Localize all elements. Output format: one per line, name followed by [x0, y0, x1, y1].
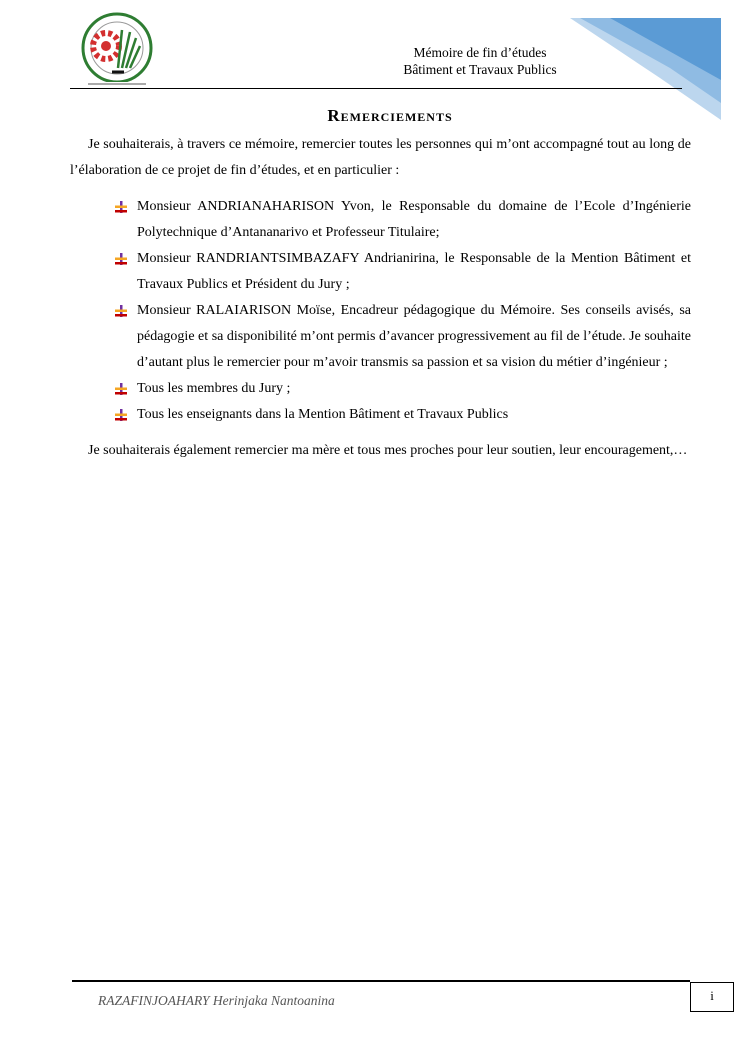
header-line-2: Bâtiment et Travaux Publics: [403, 62, 557, 77]
acknowledgements-body: [70, 132, 691, 464]
school-logo-icon: [78, 10, 156, 90]
footer-divider: [72, 980, 690, 982]
list-item: Tous les enseignants dans la Mention Bâtiment et Travaux Publics: [137, 402, 691, 428]
bullet-cross-icon: [115, 253, 127, 265]
bullet-cross-icon: [115, 383, 127, 395]
list-item: Monsieur ANDRIANAHARISON Yvon, le Responsable du domaine de l’Ecole d’Ingénierie Polytechnique d’Antananarivo et Professeur Titulaire;: [137, 194, 691, 246]
list-item: Monsieur RANDRIANTSIMBAZAFY Andrianirina, le Responsable de la Mention Bâtiment et Travaux Publics et Président du Jury ;: [137, 246, 691, 298]
footer-author: RAZAFINJOAHARY Herinjaka Nantoanina: [98, 993, 335, 1008]
header-line-1: Mémoire de fin d’études: [413, 45, 547, 60]
bullet-cross-icon: [115, 409, 127, 421]
acknowledgements-list: [70, 194, 691, 428]
list-item: Monsieur RALAIARISON Moïse, Encadreur pédagogique du Mémoire. Ses conseils avisés, sa pédagogie et sa disponibilité m’ont permis d’avancer progressivement au fil de l’étude. Je souhaite d’autant plus le remercier pour m’avoir transmis sa passion et sa vision du métier d’ingénieur ;: [137, 298, 691, 376]
page-number: i: [690, 982, 734, 1012]
intro-paragraph: Je souhaiterais, à travers ce mémoire, remercier toutes les personnes qui m’ont accompagné tout au long de l’élaboration de ce projet de fin d’études, et en particulier :: [70, 137, 691, 178]
bullet-cross-icon: [115, 305, 127, 317]
header-divider: [70, 88, 682, 89]
list-item: Tous les membres du Jury ;: [137, 376, 691, 402]
closing-paragraph: Je souhaiterais également remercier ma mère et tous mes proches pour leur soutien, leur encouragement,…: [88, 443, 688, 458]
header: [360, 44, 600, 78]
page-title: Remerciements: [327, 106, 453, 125]
bullet-cross-icon: [115, 201, 127, 213]
